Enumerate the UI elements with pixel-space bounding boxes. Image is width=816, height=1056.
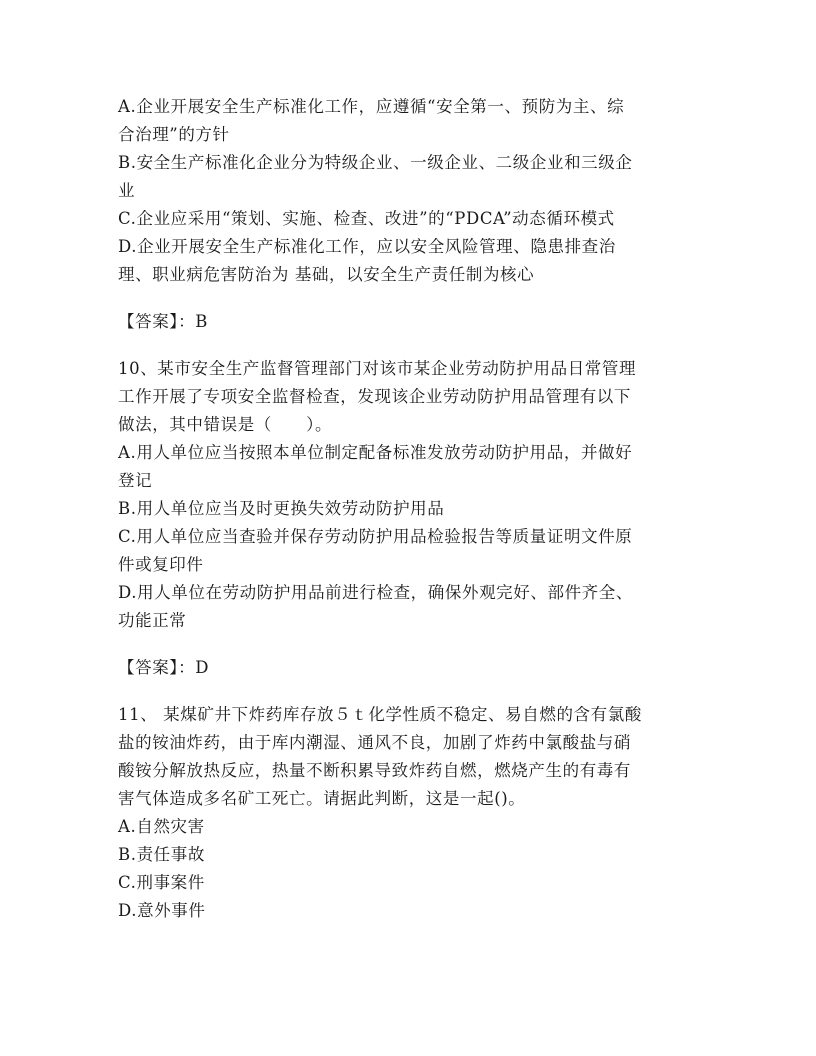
question-9-options bbox=[118, 93, 698, 289]
question-10-option-a-line-1: A.用人单位应当按照本单位制定配备标准发放劳动防护用品，并做好 bbox=[118, 443, 633, 462]
document-page bbox=[118, 93, 698, 925]
question-10-option-c-line-1: C.用人单位应当查验并保存劳动防护用品检验报告等质量证明文件原 bbox=[118, 527, 633, 546]
option-b-line-1: B.安全生产标准化企业分为特级企业、一级企业、二级企业和三级企 bbox=[118, 153, 633, 172]
question-10-option-d-line-2: 功能正常 bbox=[118, 611, 187, 630]
question-10-option-b: B.用人单位应当及时更换失效劳动防护用品 bbox=[118, 499, 445, 518]
question-10-option-d-line-1: D.用人单位在劳动防护用品前进行检查，确保外观完好、部件齐全、 bbox=[118, 583, 633, 602]
question-11-stem-line-4: 害气体造成多名矿工死亡。请据此判断，这是一起()。 bbox=[118, 789, 526, 808]
question-10-option-c-line-2: 件或复印件 bbox=[118, 555, 204, 574]
question-11-stem-line-2: 盐的铵油炸药，由于库内潮湿、通风不良，加剧了炸药中氯酸盐与硝 bbox=[118, 733, 631, 752]
question-10 bbox=[118, 355, 698, 635]
question-11-option-a: A.自然灾害 bbox=[118, 817, 205, 836]
question-10-stem-line-3: 做法，其中错误是（ ）。 bbox=[118, 415, 333, 434]
option-b-line-2: 业 bbox=[118, 181, 136, 200]
question-10-stem-line-2: 工作开展了专项安全监督检查，发现该企业劳动防护用品管理有以下 bbox=[118, 387, 631, 406]
question-10-stem-line-1: 10、某市安全生产监督管理部门对该市某企业劳动防护用品日常管理 bbox=[118, 359, 637, 378]
option-c-line-1: C.企业应采用“策划、实施、检查、改进”的“PDCA”动态循环模式 bbox=[118, 209, 615, 228]
option-d-line-1: D.企业开展安全生产标准化工作，应以安全风险管理、隐患排查治 bbox=[118, 237, 616, 256]
question-11-option-c: C.刑事案件 bbox=[118, 873, 205, 892]
question-11 bbox=[118, 701, 698, 925]
question-11-option-d: D.意外事件 bbox=[118, 901, 206, 920]
question-11-option-b: B.责任事故 bbox=[118, 845, 205, 864]
question-10-answer: 【答案】：D bbox=[118, 658, 210, 677]
option-d-line-2: 理、职业病危害防治为 基础，以安全生产责任制为核心 bbox=[118, 265, 535, 284]
option-a-line-1: A.企业开展安全生产标准化工作，应遵循“安全第一、预防为主、综 bbox=[118, 97, 625, 116]
question-11-stem-line-3: 酸铵分解放热反应，热量不断积累导致炸药自燃，燃烧产生的有毒有 bbox=[118, 761, 631, 780]
question-10-option-a-line-2: 登记 bbox=[118, 471, 153, 490]
option-a-line-2: 合治理”的方针 bbox=[118, 125, 230, 144]
question-9-answer: 【答案】：B bbox=[118, 312, 208, 331]
question-11-stem-line-1: 11、 某煤矿井下炸药库存放５ｔ化学性质不稳定、易自燃的含有氯酸 bbox=[118, 705, 642, 724]
